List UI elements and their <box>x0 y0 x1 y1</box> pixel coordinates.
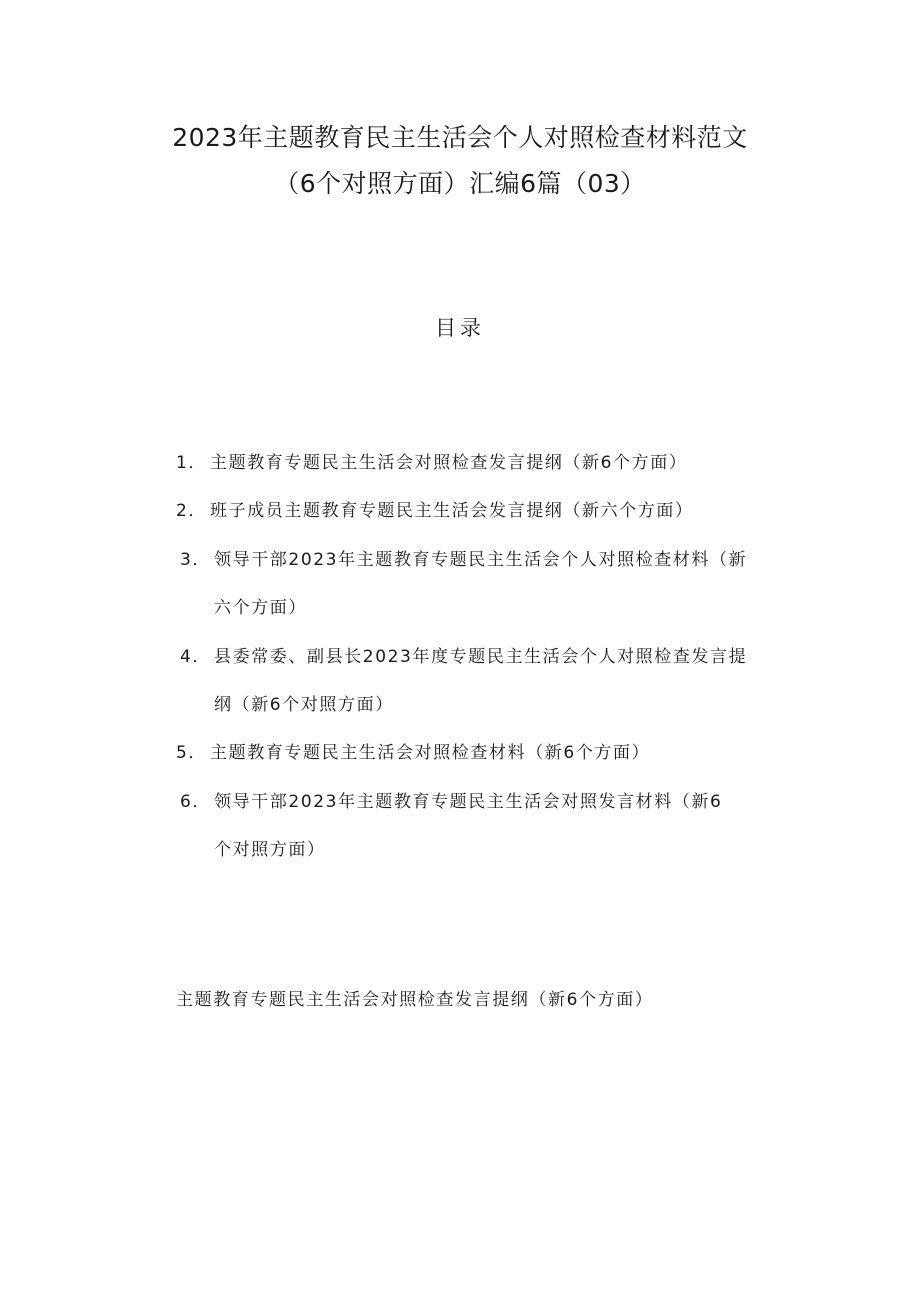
toc-heading: 目录 <box>435 316 485 340</box>
toc-item-number: 5． <box>176 743 208 763</box>
toc-item-number: 2． <box>176 501 208 521</box>
toc-item-4 <box>180 649 747 666</box>
section-heading: 主题教育专题民主生活会对照检查发言提纲（新6个方面） <box>176 990 654 1010</box>
toc-item-6-continuation: 个对照方面） <box>214 840 326 860</box>
toc-item-2 <box>176 503 694 520</box>
toc-item-text: 县委常委、副县长2023年度专题民主生活会个人对照检查发言提 <box>214 647 748 667</box>
toc-item-text: 主题教育专题民主生活会对照检查发言提纲（新6个方面） <box>210 453 688 473</box>
toc-item-number: 1． <box>176 453 208 473</box>
toc-item-text: 领导干部2023年主题教育专题民主生活会个人对照检查材料（新 <box>214 550 748 570</box>
document-title-line-2: （6个对照方面）汇编6篇（03） <box>274 169 646 198</box>
toc-item-text: 主题教育专题民主生活会对照检查材料（新6个方面） <box>210 743 651 763</box>
toc-item-number: 3． <box>180 550 212 570</box>
toc-item-text: 领导干部2023年主题教育专题民主生活会对照发言材料（新6 <box>214 792 723 812</box>
toc-item-6 <box>180 794 722 811</box>
toc-item-3-continuation: 六个方面） <box>214 598 307 618</box>
document-title-line-1: 2023年主题教育民主生活会个人对照检查材料范文 <box>172 123 748 152</box>
toc-item-5 <box>176 745 650 762</box>
toc-item-text: 班子成员主题教育专题民主生活会发言提纲（新六个方面） <box>210 501 694 521</box>
toc-item-1 <box>176 455 687 472</box>
toc-item-number: 4． <box>180 647 212 667</box>
toc-item-4-continuation: 纲（新6个对照方面） <box>214 695 394 715</box>
toc-item-3 <box>180 552 747 569</box>
toc-item-number: 6． <box>180 792 212 812</box>
